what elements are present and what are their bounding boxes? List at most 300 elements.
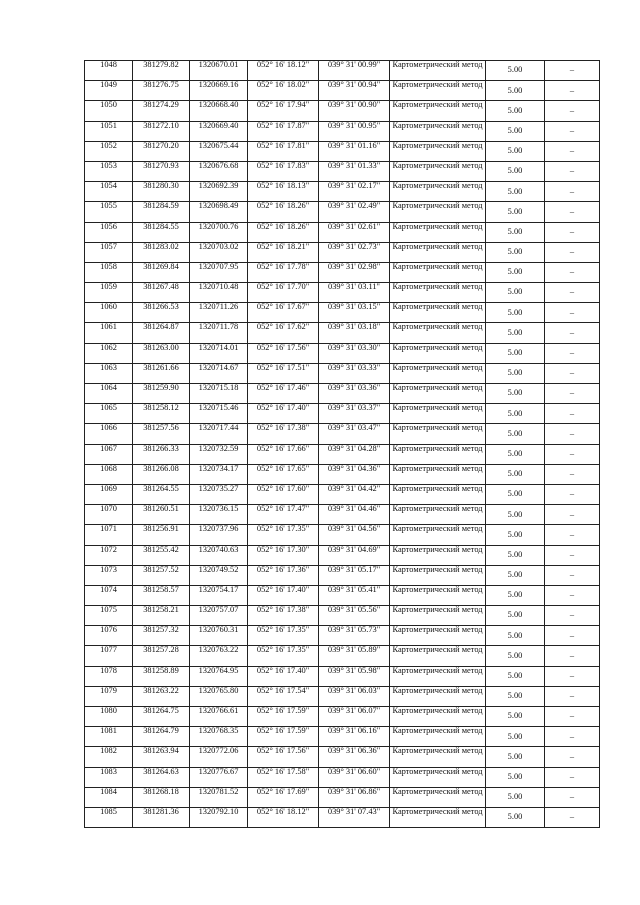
latitude-cell: 052° 16' 17.60" [248,484,319,504]
table-row [85,242,600,262]
method-cell: Картометрический метод [390,686,486,706]
table-row [85,202,600,222]
accuracy-cell: 5.00 [486,747,545,767]
longitude-cell: 039° 31' 05.73" [319,626,390,646]
latitude-cell: 052° 16' 17.36" [248,565,319,585]
empty-value-cell: – [545,141,600,161]
method-cell: Картометрический метод [390,222,486,242]
latitude-cell: 052° 16' 17.30" [248,545,319,565]
y-coordinate-cell: 1320692.39 [190,182,248,202]
longitude-cell: 039° 31' 03.18" [319,323,390,343]
longitude-cell: 039° 31' 06.36" [319,747,390,767]
accuracy-cell: 5.00 [486,61,545,81]
y-coordinate-cell: 1320676.68 [190,161,248,181]
x-coordinate-cell: 381266.33 [133,444,190,464]
accuracy-cell: 5.00 [486,283,545,303]
empty-value-cell: – [545,464,600,484]
latitude-cell: 052° 16' 17.59" [248,727,319,747]
y-coordinate-cell: 1320740.63 [190,545,248,565]
x-coordinate-cell: 381258.21 [133,606,190,626]
y-coordinate-cell: 1320781.52 [190,787,248,807]
latitude-cell: 052° 16' 17.81" [248,141,319,161]
empty-value-cell: – [545,707,600,727]
point-number-cell: 1054 [85,182,133,202]
latitude-cell: 052° 16' 17.35" [248,525,319,545]
longitude-cell: 039° 31' 00.99" [319,61,390,81]
point-number-cell: 1074 [85,585,133,605]
y-coordinate-cell: 1320711.26 [190,303,248,323]
x-coordinate-cell: 381281.36 [133,807,190,827]
y-coordinate-cell: 1320749.52 [190,565,248,585]
x-coordinate-cell: 381274.29 [133,101,190,121]
table-row [85,262,600,282]
accuracy-cell: 5.00 [486,182,545,202]
latitude-cell: 052° 16' 18.13" [248,182,319,202]
point-number-cell: 1052 [85,141,133,161]
point-number-cell: 1069 [85,484,133,504]
point-number-cell: 1068 [85,464,133,484]
empty-value-cell: – [545,727,600,747]
point-number-cell: 1082 [85,747,133,767]
longitude-cell: 039° 31' 03.37" [319,404,390,424]
x-coordinate-cell: 381268.18 [133,787,190,807]
x-coordinate-cell: 381264.87 [133,323,190,343]
accuracy-cell: 5.00 [486,727,545,747]
method-cell: Картометрический метод [390,727,486,747]
latitude-cell: 052° 16' 17.40" [248,666,319,686]
point-number-cell: 1050 [85,101,133,121]
y-coordinate-cell: 1320670.01 [190,61,248,81]
y-coordinate-cell: 1320766.61 [190,707,248,727]
table-row [85,525,600,545]
empty-value-cell: – [545,444,600,464]
x-coordinate-cell: 381284.59 [133,202,190,222]
y-coordinate-cell: 1320668.40 [190,101,248,121]
table-body [85,61,600,828]
empty-value-cell: – [545,202,600,222]
x-coordinate-cell: 381258.57 [133,585,190,605]
table-row [85,363,600,383]
y-coordinate-cell: 1320710.48 [190,283,248,303]
point-number-cell: 1085 [85,807,133,827]
empty-value-cell: – [545,182,600,202]
table-row [85,161,600,181]
y-coordinate-cell: 1320764.95 [190,666,248,686]
x-coordinate-cell: 381280.30 [133,182,190,202]
empty-value-cell: – [545,222,600,242]
point-number-cell: 1073 [85,565,133,585]
y-coordinate-cell: 1320698.49 [190,202,248,222]
latitude-cell: 052° 16' 17.56" [248,747,319,767]
x-coordinate-cell: 381258.89 [133,666,190,686]
point-number-cell: 1048 [85,61,133,81]
method-cell: Картометрический метод [390,565,486,585]
x-coordinate-cell: 381263.94 [133,747,190,767]
longitude-cell: 039° 31' 04.42" [319,484,390,504]
longitude-cell: 039° 31' 03.11" [319,283,390,303]
table-row [85,141,600,161]
latitude-cell: 052° 16' 17.46" [248,384,319,404]
method-cell: Картометрический метод [390,545,486,565]
x-coordinate-cell: 381279.82 [133,61,190,81]
accuracy-cell: 5.00 [486,424,545,444]
empty-value-cell: – [545,585,600,605]
accuracy-cell: 5.00 [486,626,545,646]
latitude-cell: 052° 16' 18.12" [248,807,319,827]
latitude-cell: 052° 16' 17.78" [248,262,319,282]
latitude-cell: 052° 16' 17.51" [248,363,319,383]
table-row [85,767,600,787]
longitude-cell: 039° 31' 04.56" [319,525,390,545]
y-coordinate-cell: 1320754.17 [190,585,248,605]
accuracy-cell: 5.00 [486,101,545,121]
x-coordinate-cell: 381256.91 [133,525,190,545]
empty-value-cell: – [545,303,600,323]
latitude-cell: 052° 16' 18.21" [248,242,319,262]
x-coordinate-cell: 381259.90 [133,384,190,404]
point-number-cell: 1053 [85,161,133,181]
table-row [85,323,600,343]
accuracy-cell: 5.00 [486,141,545,161]
longitude-cell: 039° 31' 01.33" [319,161,390,181]
table-row [85,646,600,666]
accuracy-cell: 5.00 [486,303,545,323]
table-row [85,303,600,323]
method-cell: Картометрический метод [390,343,486,363]
point-number-cell: 1059 [85,283,133,303]
empty-value-cell: – [545,262,600,282]
accuracy-cell: 5.00 [486,464,545,484]
x-coordinate-cell: 381264.79 [133,727,190,747]
y-coordinate-cell: 1320714.01 [190,343,248,363]
x-coordinate-cell: 381270.20 [133,141,190,161]
point-number-cell: 1071 [85,525,133,545]
latitude-cell: 052° 16' 17.35" [248,626,319,646]
x-coordinate-cell: 381264.55 [133,484,190,504]
method-cell: Картометрический метод [390,101,486,121]
y-coordinate-cell: 1320669.40 [190,121,248,141]
y-coordinate-cell: 1320715.18 [190,384,248,404]
longitude-cell: 039° 31' 06.03" [319,686,390,706]
accuracy-cell: 5.00 [486,545,545,565]
point-number-cell: 1084 [85,787,133,807]
longitude-cell: 039° 31' 06.07" [319,707,390,727]
accuracy-cell: 5.00 [486,444,545,464]
point-number-cell: 1083 [85,767,133,787]
empty-value-cell: – [545,666,600,686]
accuracy-cell: 5.00 [486,161,545,181]
method-cell: Картометрический метод [390,182,486,202]
table-row [85,545,600,565]
y-coordinate-cell: 1320711.78 [190,323,248,343]
accuracy-cell: 5.00 [486,606,545,626]
point-number-cell: 1076 [85,626,133,646]
table-row [85,505,600,525]
accuracy-cell: 5.00 [486,484,545,504]
y-coordinate-cell: 1320792.10 [190,807,248,827]
y-coordinate-cell: 1320715.46 [190,404,248,424]
table-row [85,384,600,404]
longitude-cell: 039° 31' 02.17" [319,182,390,202]
accuracy-cell: 5.00 [486,384,545,404]
point-number-cell: 1066 [85,424,133,444]
table-row [85,444,600,464]
method-cell: Картометрический метод [390,121,486,141]
point-number-cell: 1079 [85,686,133,706]
x-coordinate-cell: 381276.75 [133,81,190,101]
longitude-cell: 039° 31' 04.46" [319,505,390,525]
method-cell: Картометрический метод [390,384,486,404]
latitude-cell: 052° 16' 18.02" [248,81,319,101]
longitude-cell: 039° 31' 06.60" [319,767,390,787]
table-row [85,747,600,767]
y-coordinate-cell: 1320760.31 [190,626,248,646]
accuracy-cell: 5.00 [486,525,545,545]
method-cell: Картометрический метод [390,707,486,727]
latitude-cell: 052° 16' 17.69" [248,787,319,807]
y-coordinate-cell: 1320669.16 [190,81,248,101]
longitude-cell: 039° 31' 02.61" [319,222,390,242]
accuracy-cell: 5.00 [486,363,545,383]
longitude-cell: 039° 31' 00.90" [319,101,390,121]
empty-value-cell: – [545,121,600,141]
method-cell: Картометрический метод [390,525,486,545]
method-cell: Картометрический метод [390,303,486,323]
point-number-cell: 1051 [85,121,133,141]
point-number-cell: 1062 [85,343,133,363]
empty-value-cell: – [545,161,600,181]
point-number-cell: 1072 [85,545,133,565]
x-coordinate-cell: 381269.84 [133,262,190,282]
method-cell: Картометрический метод [390,444,486,464]
accuracy-cell: 5.00 [486,343,545,363]
point-number-cell: 1080 [85,707,133,727]
empty-value-cell: – [545,787,600,807]
accuracy-cell: 5.00 [486,666,545,686]
table-row [85,707,600,727]
empty-value-cell: – [545,686,600,706]
empty-value-cell: – [545,404,600,424]
empty-value-cell: – [545,606,600,626]
empty-value-cell: – [545,242,600,262]
latitude-cell: 052° 16' 17.40" [248,585,319,605]
empty-value-cell: – [545,807,600,827]
method-cell: Картометрический метод [390,606,486,626]
latitude-cell: 052° 16' 17.87" [248,121,319,141]
table-row [85,787,600,807]
latitude-cell: 052° 16' 18.26" [248,202,319,222]
y-coordinate-cell: 1320737.96 [190,525,248,545]
latitude-cell: 052° 16' 17.94" [248,101,319,121]
longitude-cell: 039° 31' 01.16" [319,141,390,161]
empty-value-cell: – [545,363,600,383]
y-coordinate-cell: 1320772.06 [190,747,248,767]
longitude-cell: 039° 31' 02.49" [319,202,390,222]
empty-value-cell: – [545,101,600,121]
latitude-cell: 052° 16' 17.67" [248,303,319,323]
x-coordinate-cell: 381257.52 [133,565,190,585]
point-number-cell: 1078 [85,666,133,686]
table-row [85,61,600,81]
point-number-cell: 1067 [85,444,133,464]
latitude-cell: 052° 16' 17.56" [248,343,319,363]
longitude-cell: 039° 31' 05.41" [319,585,390,605]
y-coordinate-cell: 1320675.44 [190,141,248,161]
longitude-cell: 039° 31' 06.16" [319,727,390,747]
point-number-cell: 1055 [85,202,133,222]
accuracy-cell: 5.00 [486,121,545,141]
accuracy-cell: 5.00 [486,222,545,242]
method-cell: Картометрический метод [390,505,486,525]
method-cell: Картометрический метод [390,81,486,101]
accuracy-cell: 5.00 [486,585,545,605]
table-row [85,807,600,827]
y-coordinate-cell: 1320776.67 [190,767,248,787]
empty-value-cell: – [545,384,600,404]
method-cell: Картометрический метод [390,767,486,787]
longitude-cell: 039° 31' 02.73" [319,242,390,262]
y-coordinate-cell: 1320714.67 [190,363,248,383]
x-coordinate-cell: 381267.48 [133,283,190,303]
accuracy-cell: 5.00 [486,807,545,827]
table-row [85,343,600,363]
method-cell: Картометрический метод [390,404,486,424]
table-row [85,404,600,424]
document-page [84,60,599,828]
point-number-cell: 1070 [85,505,133,525]
method-cell: Картометрический метод [390,242,486,262]
point-number-cell: 1064 [85,384,133,404]
table-row [85,585,600,605]
latitude-cell: 052° 16' 17.35" [248,646,319,666]
table-row [85,686,600,706]
accuracy-cell: 5.00 [486,767,545,787]
x-coordinate-cell: 381260.51 [133,505,190,525]
x-coordinate-cell: 381255.42 [133,545,190,565]
method-cell: Картометрический метод [390,141,486,161]
accuracy-cell: 5.00 [486,323,545,343]
method-cell: Картометрический метод [390,424,486,444]
latitude-cell: 052° 16' 17.83" [248,161,319,181]
x-coordinate-cell: 381257.28 [133,646,190,666]
latitude-cell: 052° 16' 17.38" [248,424,319,444]
longitude-cell: 039° 31' 04.69" [319,545,390,565]
table-row [85,626,600,646]
empty-value-cell: – [545,545,600,565]
longitude-cell: 039° 31' 00.94" [319,81,390,101]
x-coordinate-cell: 381284.55 [133,222,190,242]
x-coordinate-cell: 381270.93 [133,161,190,181]
method-cell: Картометрический метод [390,323,486,343]
empty-value-cell: – [545,323,600,343]
latitude-cell: 052° 16' 17.65" [248,464,319,484]
point-number-cell: 1065 [85,404,133,424]
table-row [85,666,600,686]
y-coordinate-cell: 1320717.44 [190,424,248,444]
empty-value-cell: – [545,61,600,81]
method-cell: Картометрический метод [390,747,486,767]
table-row [85,727,600,747]
y-coordinate-cell: 1320765.80 [190,686,248,706]
y-coordinate-cell: 1320734.17 [190,464,248,484]
latitude-cell: 052° 16' 17.47" [248,505,319,525]
point-number-cell: 1056 [85,222,133,242]
latitude-cell: 052° 16' 17.66" [248,444,319,464]
table-row [85,81,600,101]
empty-value-cell: – [545,646,600,666]
longitude-cell: 039° 31' 03.30" [319,343,390,363]
table-row [85,121,600,141]
latitude-cell: 052° 16' 17.59" [248,707,319,727]
method-cell: Картометрический метод [390,585,486,605]
longitude-cell: 039° 31' 03.47" [319,424,390,444]
method-cell: Картометрический метод [390,807,486,827]
y-coordinate-cell: 1320736.15 [190,505,248,525]
x-coordinate-cell: 381272.10 [133,121,190,141]
method-cell: Картометрический метод [390,363,486,383]
point-number-cell: 1075 [85,606,133,626]
x-coordinate-cell: 381283.02 [133,242,190,262]
longitude-cell: 039° 31' 04.36" [319,464,390,484]
method-cell: Картометрический метод [390,61,486,81]
table-row [85,606,600,626]
method-cell: Картометрический метод [390,666,486,686]
empty-value-cell: – [545,747,600,767]
accuracy-cell: 5.00 [486,686,545,706]
x-coordinate-cell: 381258.12 [133,404,190,424]
longitude-cell: 039° 31' 03.33" [319,363,390,383]
method-cell: Картометрический метод [390,464,486,484]
y-coordinate-cell: 1320732.59 [190,444,248,464]
y-coordinate-cell: 1320735.27 [190,484,248,504]
accuracy-cell: 5.00 [486,505,545,525]
accuracy-cell: 5.00 [486,262,545,282]
empty-value-cell: – [545,525,600,545]
latitude-cell: 052° 16' 17.62" [248,323,319,343]
empty-value-cell: – [545,565,600,585]
method-cell: Картометрический метод [390,161,486,181]
empty-value-cell: – [545,283,600,303]
coordinates-table [84,60,600,828]
method-cell: Картометрический метод [390,202,486,222]
latitude-cell: 052° 16' 18.26" [248,222,319,242]
y-coordinate-cell: 1320707.95 [190,262,248,282]
table-row [85,222,600,242]
method-cell: Картометрический метод [390,484,486,504]
x-coordinate-cell: 381266.08 [133,464,190,484]
accuracy-cell: 5.00 [486,787,545,807]
accuracy-cell: 5.00 [486,565,545,585]
accuracy-cell: 5.00 [486,202,545,222]
longitude-cell: 039° 31' 07.43" [319,807,390,827]
x-coordinate-cell: 381263.22 [133,686,190,706]
longitude-cell: 039° 31' 05.56" [319,606,390,626]
point-number-cell: 1057 [85,242,133,262]
y-coordinate-cell: 1320768.35 [190,727,248,747]
latitude-cell: 052° 16' 17.70" [248,283,319,303]
accuracy-cell: 5.00 [486,404,545,424]
y-coordinate-cell: 1320757.07 [190,606,248,626]
longitude-cell: 039° 31' 03.36" [319,384,390,404]
table-row [85,182,600,202]
table-row [85,464,600,484]
x-coordinate-cell: 381257.32 [133,626,190,646]
longitude-cell: 039° 31' 04.28" [319,444,390,464]
x-coordinate-cell: 381263.00 [133,343,190,363]
empty-value-cell: – [545,424,600,444]
longitude-cell: 039° 31' 05.98" [319,666,390,686]
empty-value-cell: – [545,81,600,101]
